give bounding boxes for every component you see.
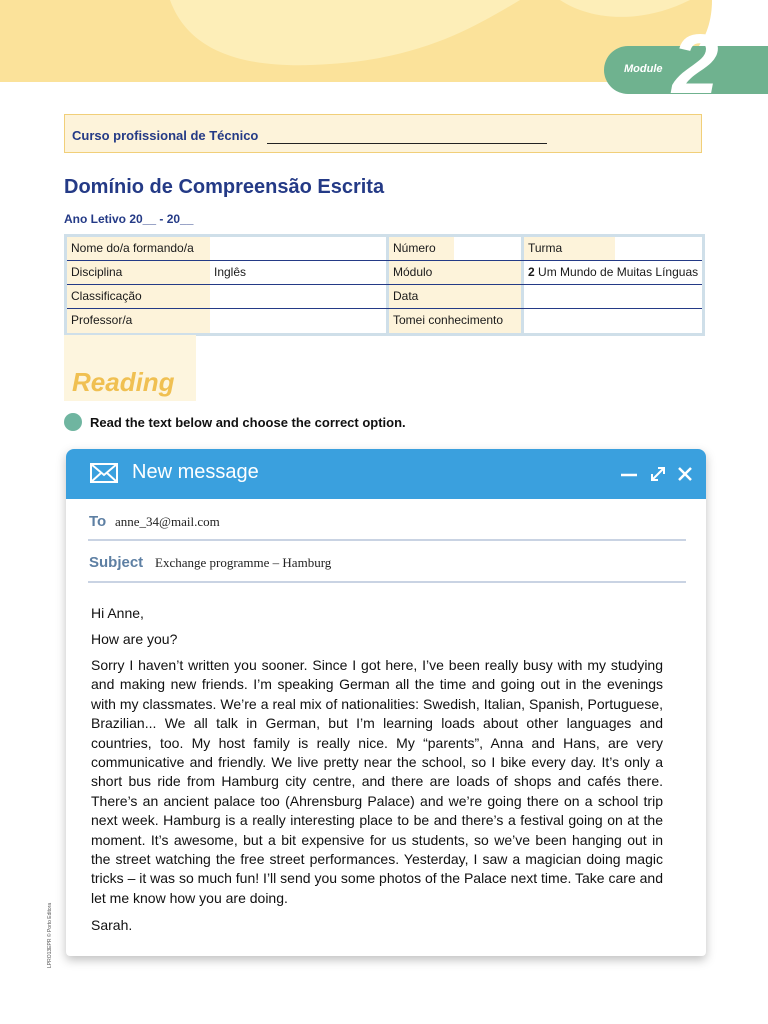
date-field[interactable]: [521, 285, 702, 308]
class-field[interactable]: [615, 237, 702, 260]
divider: [88, 581, 686, 583]
table-row: [67, 285, 702, 309]
number-field[interactable]: [454, 237, 521, 260]
to-label: To: [89, 513, 107, 530]
course-box: [64, 114, 702, 153]
teacher-label: Professor/a: [67, 309, 210, 333]
subject-label: Disciplina: [67, 261, 210, 284]
to-field[interactable]: anne_34@mail.com: [115, 514, 220, 529]
minimize-icon[interactable]: [620, 465, 638, 483]
table-row: [67, 237, 702, 261]
email-question: How are you?: [91, 631, 178, 647]
envelope-icon: [90, 463, 118, 483]
email-signature: Sarah.: [91, 917, 133, 933]
grade-field[interactable]: [210, 285, 386, 308]
expand-icon[interactable]: [649, 465, 667, 483]
grade-label: Classificação: [67, 285, 210, 308]
bullet-icon: [64, 413, 82, 431]
module-row-label: Módulo: [386, 261, 521, 284]
acknowledged-field[interactable]: [521, 309, 702, 333]
email-greeting: Hi Anne,: [91, 605, 144, 621]
subject-label: Subject: [89, 554, 144, 571]
module-tab: [604, 17, 768, 111]
course-fill-line[interactable]: [267, 143, 547, 144]
email-window-title: New message: [132, 461, 259, 483]
publisher-credit: LPRO13EPR © Porto Editora: [47, 902, 53, 968]
student-info-table: [64, 234, 705, 336]
table-row: [67, 309, 702, 333]
module-value-number: 2: [528, 265, 535, 279]
subject-field[interactable]: Exchange programme – Hamburg: [155, 555, 332, 570]
class-label: Turma: [521, 237, 615, 260]
school-year: Ano Letivo 20__ - 20__: [64, 212, 194, 226]
module-label: Module: [624, 63, 663, 75]
module-value-title: Um Mundo de Muitas Línguas: [538, 265, 699, 279]
table-row: [67, 261, 702, 285]
number-label: Número: [386, 237, 454, 260]
instruction-text: Read the text below and choose the correct option.: [90, 415, 406, 430]
module-value: [521, 261, 702, 284]
section-title: Reading: [72, 367, 175, 397]
email-window: [66, 449, 706, 956]
section-heading-box: [64, 335, 196, 401]
acknowledged-label: Tomei conhecimento: [386, 309, 521, 333]
student-name-label: Nome do/a formando/a: [67, 237, 210, 260]
student-name-field[interactable]: [210, 237, 386, 260]
course-label: Curso profissional de Técnico: [72, 128, 259, 143]
email-header: [66, 449, 706, 499]
close-icon[interactable]: [676, 465, 694, 483]
module-number: 2: [672, 17, 719, 111]
subject-value: Inglês: [210, 261, 386, 284]
email-body: Sorry I haven’t written you sooner. Since I got here, I’ve been really busy with my studying and making new friends. I’m speaking German all the time and going out in the evenings with my classmates. We’re a real mix of nationalities: Swedish, Italian, Spanish, Portuguese, Brazilian... We all talk in German, but I’m learning loads about other languages and countries, too. My host family is really nice. My “parents”, Anna and Hans, are very communicative and friendly. We live pretty near the school, so I bike every day. It’s only a short bus ride from Hamburg city centre, and there are loads of shops and cafés there. There’s an ancient palace too (Ahrensburg Palace) and we’re going there on a school trip next week. Hamburg is a really interesting place to be and there’s a festival going on at the moment. It’s awesome, but a bit expensive for us students, so we’ve been hanging out in the street watching the free street performances. Yesterday, I saw a magician doing magic tricks – it was so much fun! I’ll send you some photos of the Palace next time. Take care and let me know how you are doing.: [91, 657, 663, 906]
divider: [88, 539, 686, 541]
date-label: Data: [386, 285, 521, 308]
document-title: Domínio de Compreensão Escrita: [64, 176, 385, 198]
teacher-field[interactable]: [210, 309, 386, 333]
